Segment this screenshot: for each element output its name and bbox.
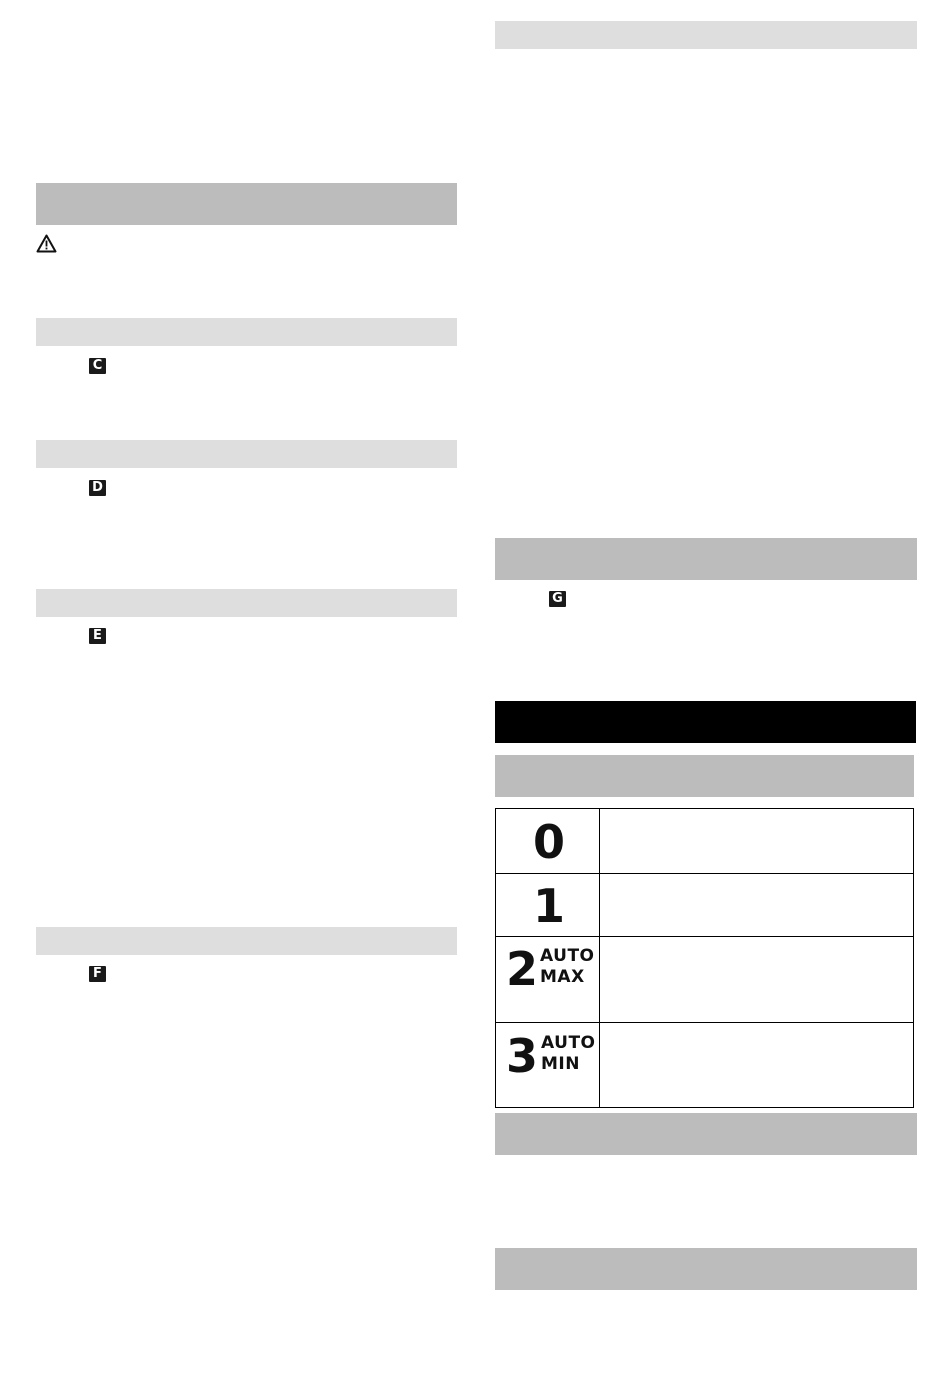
mode-symbol-cell xyxy=(496,1023,600,1107)
subsection-header-bar xyxy=(495,21,917,49)
figure-label-f: F xyxy=(89,966,106,982)
mode-description-cell xyxy=(601,937,913,1022)
section-header-bar xyxy=(495,1113,917,1155)
subsection-header-bar xyxy=(36,589,457,617)
mode-row-2 xyxy=(496,936,913,1022)
section-header-bar xyxy=(36,183,457,225)
mode-bottom-word: MIN xyxy=(541,1054,580,1074)
mode-description-cell xyxy=(601,809,913,873)
warning-triangle-icon xyxy=(36,234,57,253)
mode-digit: 1 xyxy=(533,879,566,933)
section-header-bar xyxy=(495,1248,917,1290)
mode-description-cell xyxy=(601,874,913,936)
mode-description-cell xyxy=(601,1023,913,1107)
mode-row-1 xyxy=(496,873,913,936)
mode-symbol-cell xyxy=(496,809,600,873)
subsection-header-bar xyxy=(36,318,457,346)
mode-bottom-word: MAX xyxy=(540,967,585,987)
operating-mode-table xyxy=(495,808,914,1108)
figure-label-d: D xyxy=(89,480,106,496)
section-header-bar xyxy=(495,755,914,797)
mode-digit: 3 xyxy=(506,1029,539,1083)
figure-label-c: C xyxy=(89,358,106,374)
figure-label-e: E xyxy=(89,628,106,644)
figure-label-g: G xyxy=(549,591,566,607)
mode-symbol-cell xyxy=(496,937,600,1022)
mode-digit: 0 xyxy=(533,815,566,869)
mode-top-word: AUTO xyxy=(540,946,595,966)
mode-top-word: AUTO xyxy=(541,1033,596,1053)
chapter-header-bar xyxy=(495,701,916,743)
mode-row-3 xyxy=(496,1022,913,1107)
subsection-header-bar xyxy=(36,440,457,468)
mode-digit: 2 xyxy=(506,942,539,996)
mode-row-0 xyxy=(496,809,913,873)
subsection-header-bar xyxy=(36,927,457,955)
section-header-bar xyxy=(495,538,917,580)
mode-symbol-cell xyxy=(496,874,600,936)
